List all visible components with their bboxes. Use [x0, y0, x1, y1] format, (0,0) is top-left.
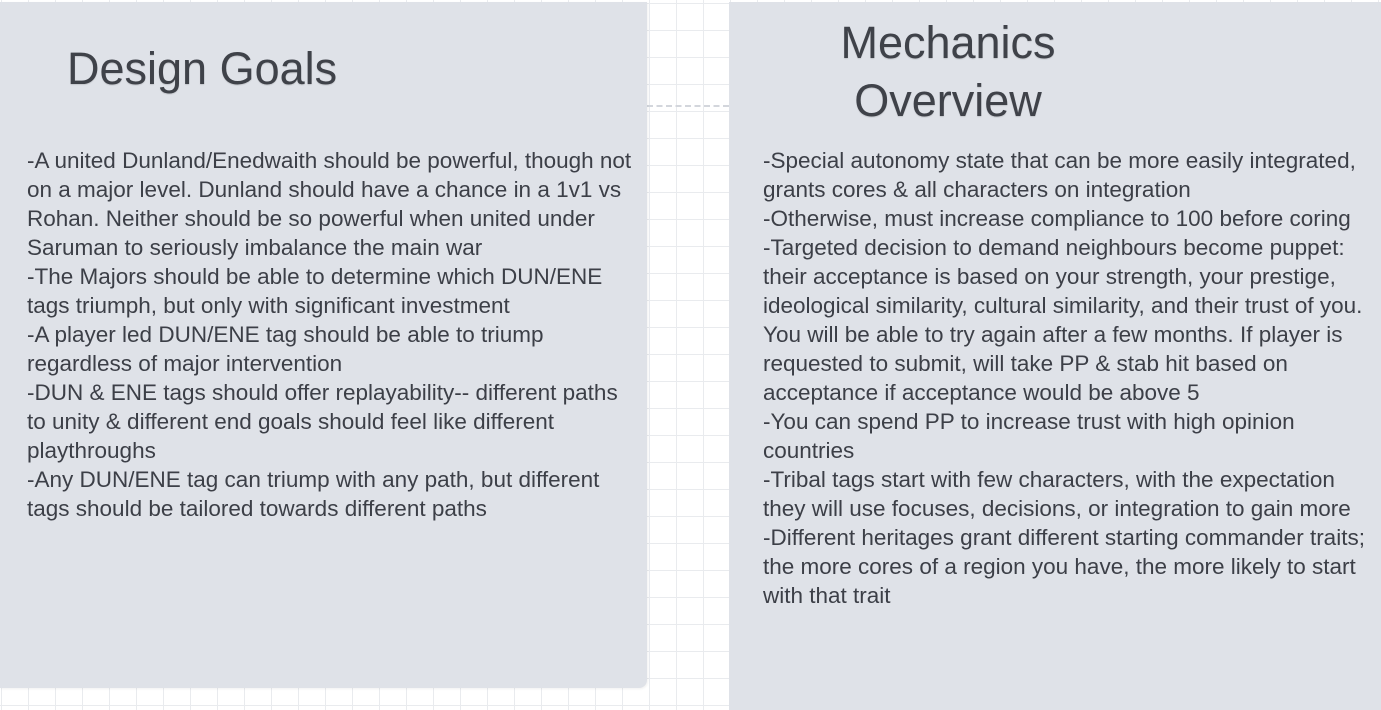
design-goals-card[interactable]: [0, 2, 647, 688]
mechanic-item: -You can spend PP to increase trust with high opinion countries: [763, 409, 1295, 463]
mechanic-item: -Special autonomy state that can be more easily integrated, grants cores & all characters on integration: [763, 148, 1356, 202]
mechanic-item: -Different heritages grant different starting commander traits; the more cores of a region you have, the more likely to start with that trait: [763, 525, 1365, 608]
design-goal-item: -DUN & ENE tags should offer replayability-- different paths to unity & different end goals should feel like different playthroughs: [27, 380, 618, 463]
design-goal-item: -A united Dunland/Enedwaith should be powerful, though not on a major level. Dunland should have a chance in a 1v1 vs Rohan. Neither should be so powerful when united under Saruman to seriously imbalance the main war: [27, 148, 632, 260]
design-goals-title: Design Goals: [67, 43, 338, 94]
mechanic-item: -Tribal tags start with few characters, with the expectation they will use focuses, decisions, or integration to gain more: [763, 467, 1351, 521]
design-goal-item: -A player led DUN/ENE tag should be able to triump regardless of major intervention: [27, 322, 544, 376]
mechanic-item: -Otherwise, must increase compliance to 100 before coring: [763, 206, 1351, 231]
dashed-connector-line: [647, 105, 729, 107]
design-goal-item: -The Majors should be able to determine which DUN/ENE tags triumph, but only with significant investment: [27, 264, 603, 318]
design-goal-item: -Any DUN/ENE tag can triump with any path, but different tags should be tailored towards different paths: [27, 467, 600, 521]
mechanics-overview-title: Mechanics Overview: [840, 17, 1056, 126]
mechanics-overview-body: [763, 146, 1377, 610]
mechanic-item: -Targeted decision to demand neighbours become puppet: their acceptance is based on your strength, your prestige, ideological similarity, cultural similarity, and their trust of you. You will be able to try again after a few months. If player is requested to submit, will take PP & stab hit based on acceptance if acceptance would be above 5: [763, 235, 1363, 405]
design-goals-body: [27, 146, 641, 523]
mechanics-overview-card[interactable]: [729, 2, 1381, 710]
